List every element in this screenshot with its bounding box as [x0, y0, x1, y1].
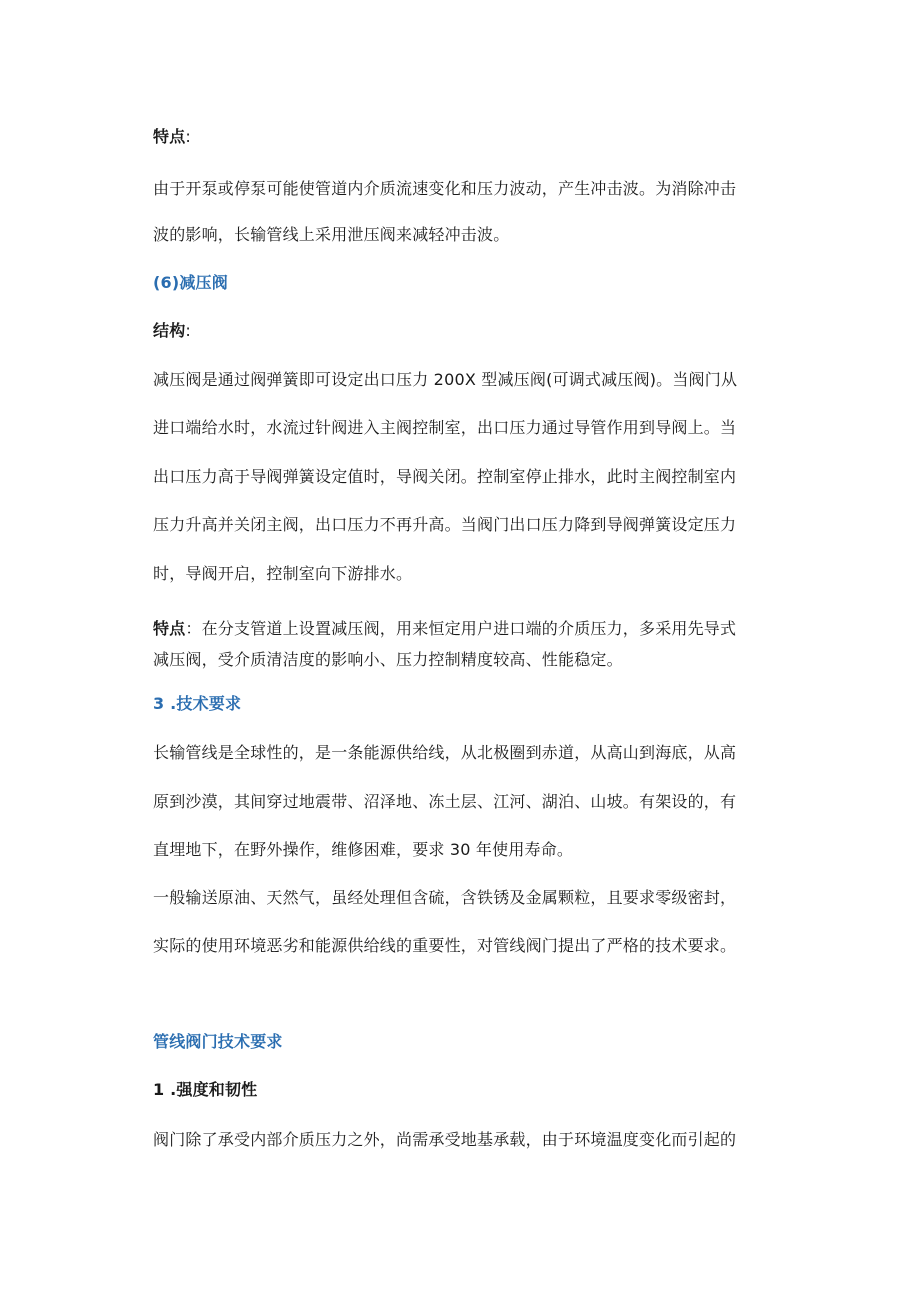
feature-text-line-2: 波的影响，长输管线上采用泄压阀来减轻冲击波。 — [153, 225, 510, 244]
structure-text-line-1: 减压阀是通过阀弹簧即可设定出口压力 200X 型减压阀(可调式减压阀)。当阀门从 — [153, 370, 738, 389]
structure-text-line-3: 出口压力高于导阀弹簧设定值时，导阀关闭。控制室停止排水，此时主阀控制室内 — [153, 467, 737, 486]
feature2-line-1 — [153, 616, 736, 639]
structure-label: 结构 — [153, 321, 186, 340]
heading-strength-toughness: 1 .强度和韧性 — [153, 1080, 258, 1099]
feature-text-line-1: 由于开泵或停泵可能使管道内介质流速变化和压力波动，产生冲击波。为消除冲击 — [153, 179, 737, 198]
structure-text-line-4: 压力升高并关闭主阀，出口压力不再升高。当阀门出口压力降到导阀弹簧设定压力 — [153, 515, 737, 534]
feature-label-row — [153, 124, 191, 147]
structure-label-row — [153, 318, 191, 341]
heading-pipeline-valve-requirements: 管线阀门技术要求 — [153, 1032, 283, 1051]
feature-colon: : — [185, 127, 191, 146]
tech2-text-line-2: 实际的使用环境恶劣和能源供给线的重要性，对管线阀门提出了严格的技术要求。 — [153, 936, 737, 955]
feature2-label: 特点 — [153, 619, 186, 638]
tech-text-line-1: 长输管线是全球性的，是一条能源供给线，从北极圈到赤道，从高山到海底，从高 — [153, 743, 737, 762]
feature2-line-2: 减压阀，受介质清洁度的影响小、压力控制精度较高、性能稳定。 — [153, 650, 623, 669]
heading-tech-requirements: 3 .技术要求 — [153, 694, 242, 713]
heading-pressure-reducing-valve: (6)减压阀 — [153, 273, 228, 292]
structure-text-line-2: 进口端给水时，水流过针阀进入主阀控制室，出口压力通过导管作用到导阀上。当 — [153, 418, 737, 437]
strength-text-line-1: 阀门除了承受内部介质压力之外，尚需承受地基承载，由于环境温度变化而引起的 — [153, 1130, 737, 1149]
tech2-text-line-1: 一般输送原油、天然气，虽经处理但含硫，含铁锈及金属颗粒，且要求零级密封， — [153, 888, 737, 907]
structure-colon: : — [185, 321, 191, 340]
structure-text-line-5: 时，导阀开启，控制室向下游排水。 — [153, 564, 413, 583]
tech-text-line-2: 原到沙漠，其间穿过地震带、沼泽地、冻土层、江河、湖泊、山坡。有架设的，有 — [153, 792, 737, 811]
feature2-line-1-text: ：在分支管道上设置减压阀，用来恒定用户进口端的介质压力，多采用先导式 — [185, 619, 737, 638]
feature-label: 特点 — [153, 127, 186, 146]
tech-text-line-3: 直埋地下，在野外操作，维修困难，要求 30 年使用寿命。 — [153, 840, 574, 859]
